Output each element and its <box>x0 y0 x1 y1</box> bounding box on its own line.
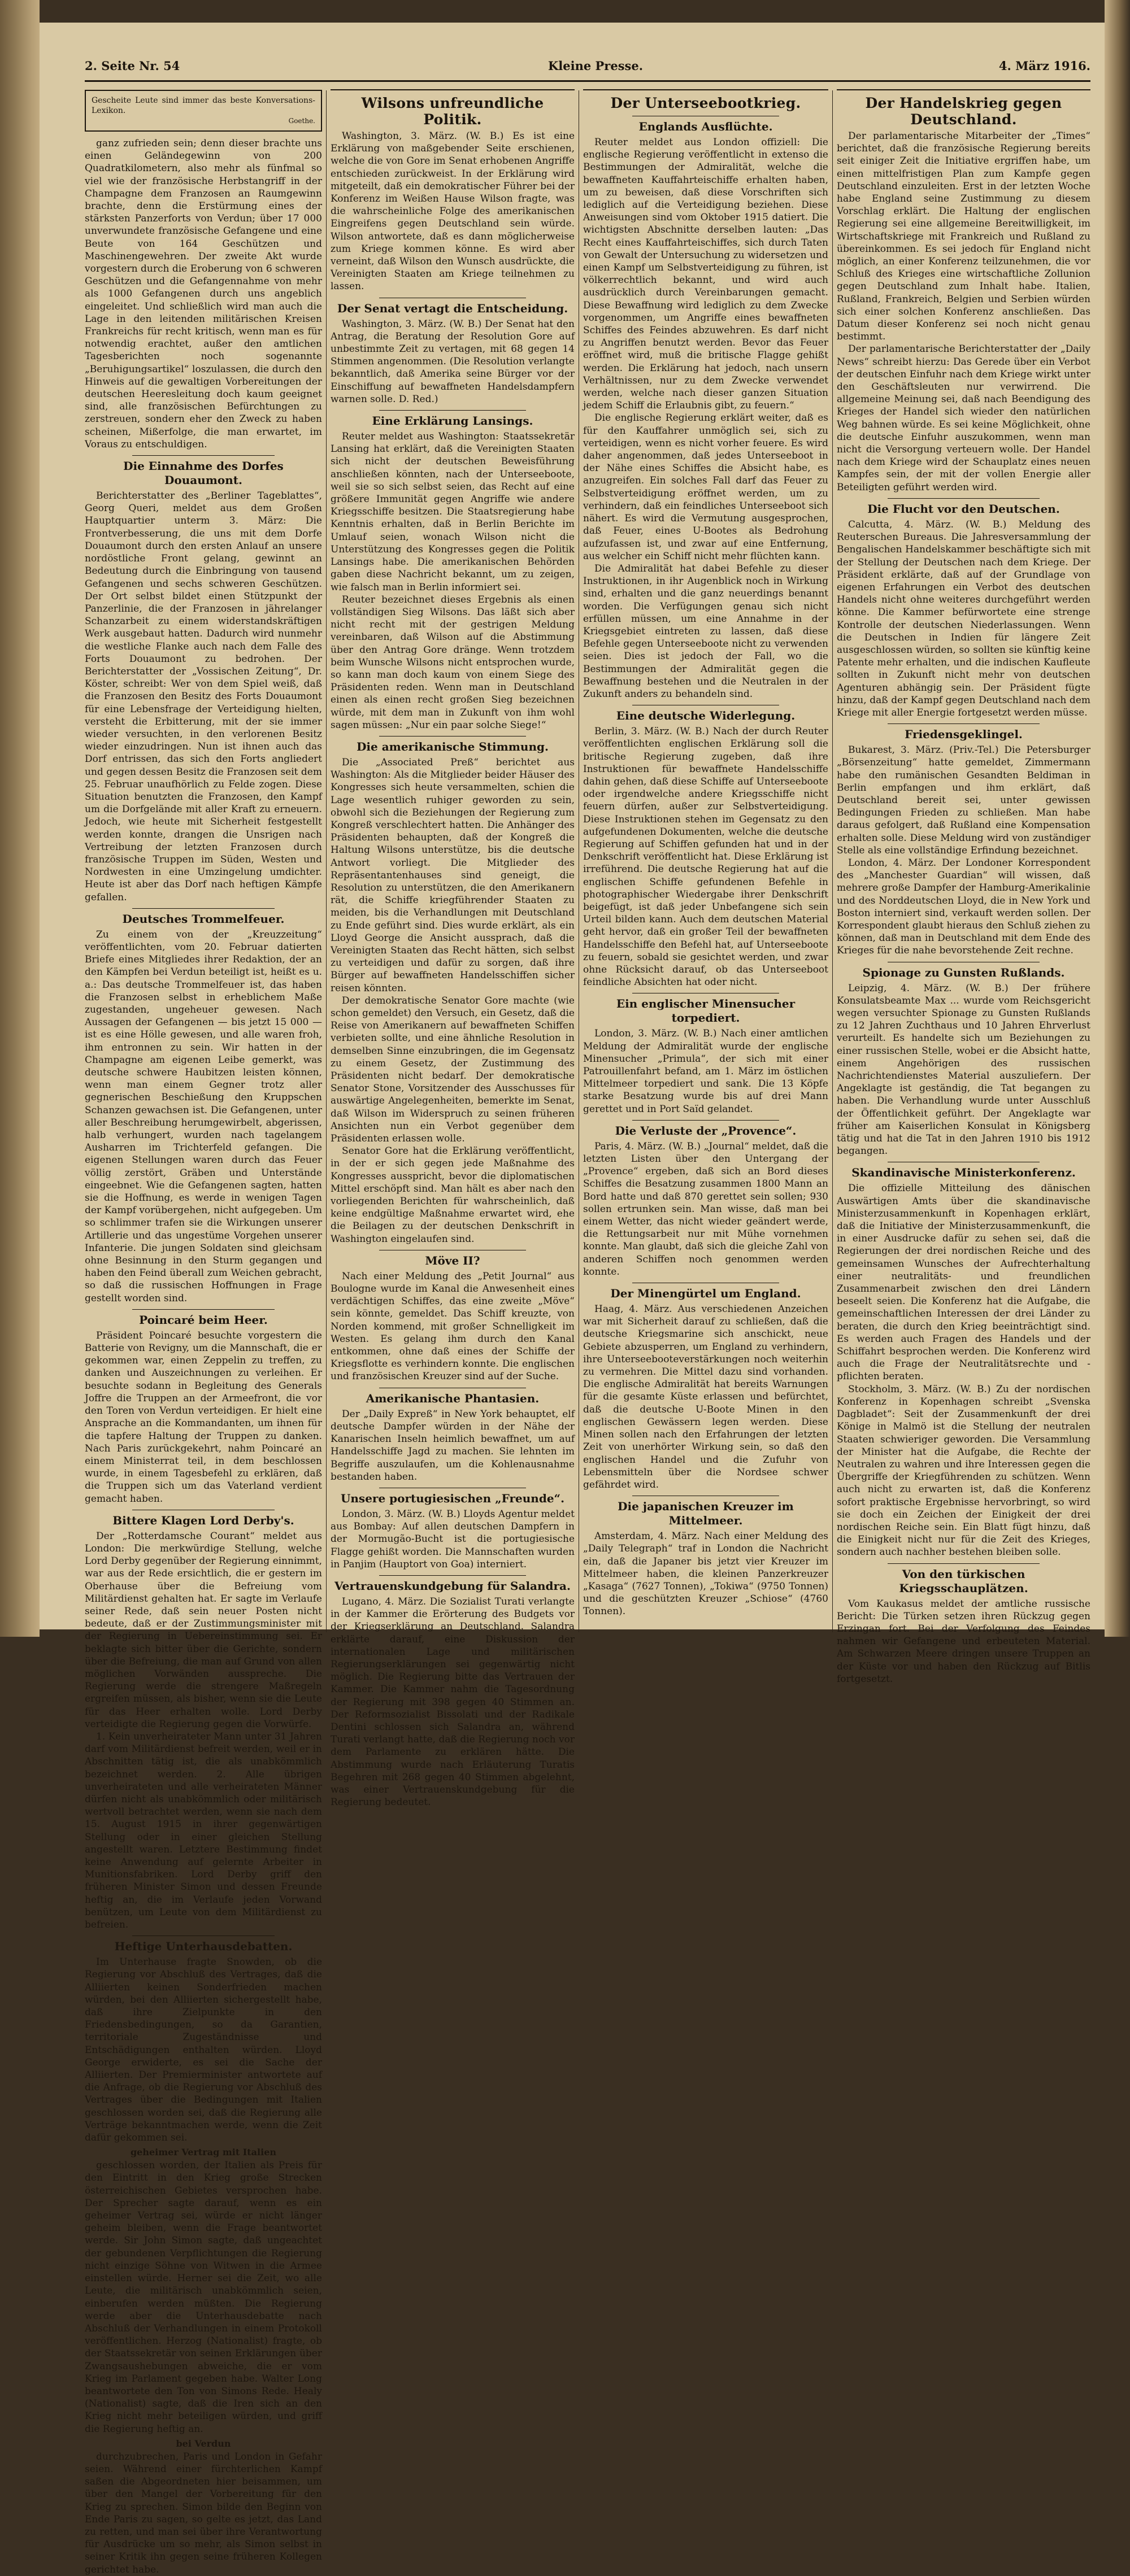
article-headline: Bittere Klagen Lord Derby's. <box>112 1513 294 1527</box>
section-rule <box>888 498 1040 499</box>
article-paragraph: Berichterstatter des „Berliner Tageblattes“, Georg Queri, meldet aus dem Großen Hauptquartier unterm 3. März: Die Frontverbesserung, die uns mit dem Dorfe Douaumont durch den ersten Anlauf an unsere nordöstliche Front gelang, gewinnt an Bedeutung durch die Einbringung von tausend Gefangenen und sechs schweren Geschützen. Der Ort selbst bildet einen Stützpunkt der Panzerlinie, die der Franzosen in jährelanger Schanzarbeit zu einem widerstandskräftigen Werk ausgebaut hatten. Dadurch wird nunmehr die westliche Flanke auch nach dem Falle des Forts Douaumont zu bedrohen. Der Berichterstatter der „Vossischen Zeitung“, Dr. Köster, schreibt: Wer von dem Spiel weiß, daß die Franzosen den Besitz des Forts Douaumont für eine Lebensfrage der Verteidigung hielten, versteht die Erbitterung, mit der sie immer wieder versuchten, in den verlorenen Besitz wieder einzudringen. Nun ist ihnen auch das Dorf entrissen, das sich den Forts angliedert und gegen dessen Besitz die Franzosen seit dem 25. Februar unaufhörlich zu Felde zogen. Diese Situation benutzten die Franzosen, den Kampf um die Dorfgelände mit aller Kraft zu erneuern. Jedoch, wie heute mit Sicherheit festgestellt werden konnte, drangen die Unsrigen nach Vertreibung der letzten Franzosen durch französische Truppen im Süden, Westen und Nordwesten in eine Umzingelung umdichter. Heute ist aber das Dorf nach heftigen Kämpfe gefallen. <box>85 490 322 903</box>
article <box>583 993 828 1115</box>
article-headline: Unsere portugiesischen „Freunde“. <box>340 1491 565 1505</box>
page-header <box>85 55 1090 80</box>
column-separator <box>326 90 327 1632</box>
article <box>583 116 828 700</box>
article <box>331 1250 575 1383</box>
article <box>331 736 575 1245</box>
book-spine <box>0 0 40 1637</box>
article-headline: Ein englischer Minensucher torpediert. <box>616 997 796 1025</box>
article-headline: Der Minengürtel um England. <box>610 1287 801 1301</box>
article-headline: Die japanischen Kreuzer im Mittelmeer. <box>618 1500 794 1528</box>
quote-author: Goethe. <box>288 117 315 125</box>
article-headline: Amerikanische Phantasien. <box>366 1391 540 1405</box>
page-number: 2. Seite Nr. 54 <box>85 59 180 73</box>
article-paragraph: Zu einem von der „Kreuzzeitung“ veröffentlichten, vom 20. Februar datierten Briefe eines Mitgliedes ihrer Redaktion, der an den Kämpfen bei Verdun beteiligt ist, heißt es u. a.: Das deutsche Trommelfeuer ist, das haben die Franzosen selbst in erheblichem Maße zugestanden, ungeheuer gewesen. Nach Aussagen der Gefangenen — bis jetzt 15 000 — ist es eine Hölle gewesen, und alle waren froh, ihm entronnen zu sein. Wir hatten in der Champagne am eigenen Leibe gemerkt, was deutsche schwere Haubitzen leisten können, wenn man einem Gegner trotz aller gegnerischen Beschießung den Kruppschen Schanzen gewachsen ist. Die Gefangenen, unter aller Beschreibung herumgewirbelt, abgerissen, halb verhungert, wurden nach tagelangem Ausharren im Trichterfeld gefangen. Die eigenen Stellungen waren durch das Feuer völlig zerstört, Gräben und Unterstände eingeebnet. Wie die Gefangenen sagten, hatten sie die Hoffnung, es werde in wenigen Tagen der Kampf vorübergehen, nicht aufgegeben. Um so schlimmer trafen sie die Wirkungen unserer Artillerie und das ungestüme Vorgehen unserer Infanterie. Die jungen Soldaten sind gleichsam ohne Besinnung in den Sturm gegangen und haben den Feind überall zum Weichen gebracht, so daß die russischen Hoffnungen in Frage gestellt worden sind. <box>85 929 322 1304</box>
subheading: geheimer Vertrag mit Italien <box>130 2147 277 2158</box>
article-paragraph: Im Unterhause fragte Snowden, ob die Regierung vor Abschluß des Vertrages, daß die Alliierten keinen Sonderfrieden machen würden, bei den Alliierten sichergestellt habe, daß ihre Zielpunkte in den Friedensbedingungen, so da Garantien, territoriale Zugeständnisse und Entschädigungen enthalten würden. Lloyd George erwiderte, es sei die Sache der Alliierten. Der Premierminister antwortete auf die Anfrage, ob die Regierung vor Abschluß des Vertrages über die Bedingungen mit Italien geschlossen worden sei, daß die Regierung alle Verträge bekanntmachen werde, wenn die Zeit dafür gekommen sei. <box>85 1956 322 2144</box>
quote-text: Gescheite Leute sind immer das beste Konversations-Lexikon. <box>92 96 315 115</box>
article <box>583 89 828 111</box>
article-paragraph: Der parlamentarische Berichterstatter der „Daily News“ schreibt hierzu: Das Gerede über ein Verbot der deutschen Einfuhr nach dem Kriege wirkt unter den Geschäftsleuten nur verwirrend. Die allgemeine Meinung sei, daß nach Beendigung des Krieges der Handel sich wieder den natürlichen Weg bahnen würde. Es sei keine Möglichkeit, ohne die deutsche Einfuhr auszukommen, wenn man nicht die Versorgung verteuern wolle. Der Handel nach dem Kriege wird der Schauplatz eines neuen Kampfes sein, der mit der vollen Energie aller Beteiligten geführt werden wird. <box>837 343 1090 493</box>
article <box>85 1510 322 1932</box>
article-headline: Die Flucht vor den Deutschen. <box>867 502 1060 516</box>
article-headline: Der Handelskrieg gegen Deutschland. <box>865 95 1062 128</box>
article-paragraph: London, 3. März. (W. B.) Nach einer amtlichen Meldung der Admiralität wurde der englische Minensucher „Primula“, der sich mit einer Patrouillenfahrt befand, am 1. März im östlichen Mittelmeer torpediert und sank. Die 13 Köpfe starke Besatzung wurde bis auf drei Mann gerettet und in Port Saïd gelandet. <box>583 1028 828 1115</box>
article-paragraph: Präsident Poincaré besuchte vorgestern die Batterie von Revigny, um die Mannschaft, die er gekommen war, einen Zeppelin zu treffen, zu danken und Auszeichnungen zu verleihen. Er besuchte sodann in Begleitung des Generals Joffre die Truppen an der Armeefront, die vor den Toren von Verdun verteidigen. Er hielt eine Ansprache an die Kommandanten, um ihnen für die tapfere Haltung der Truppen zu danken. Nach Paris zurückgekehrt, nahm Poincaré an einem Ministerrat teil, in dem beschlossen wurde, in einem Tagesbefehl zu erklären, daß die Truppen sich um das Vaterland verdient gemacht haben. <box>85 1330 322 1505</box>
article-paragraph: Die „Associated Preß“ berichtet aus Washington: Als die Mitglieder beider Häuser des Kongresses sich heute versammelten, schien die Lage wesentlich ruhiger geworden zu sein, obwohl sich die Beziehungen der Regierung zum Kongreß verschlechtert hatten. Die Anhänger des Präsidenten behaupten, daß der Kongreß die Haltung Wilsons unterstütze, bis die deutsche Antwort vorliegt. Die Mitglieder des Repräsentantenhauses sind geneigt, die Resolution zu unterstützen, die den Amerikanern rät, die Schiffe kriegführender Staaten zu meiden, bis die Verhandlungen mit Deutschland zu Ende geführt sind. Dies wurde erklärt, als ein Lloyd George die Ansicht aussprach, daß die Vereinigten Staaten das Recht hätten, sich selbst zu verteidigen und dafür zu sorgen, daß ihre Bürger auf bewaffneten Handelsschiffen sicher reisen könnten. <box>331 756 575 994</box>
article-paragraph: Der demokratische Senator Gore machte (wie schon gemeldet) den Versuch, ein Gesetz, daß die Reise von Amerikanern auf bewaffneten Schiffen verbieten sollte, und eine ähnliche Resolution in demselben Sinne einzubringen, die im Gegensatz zu einem Gesetz, der Zustimmung des Präsidenten nicht bedarf. Der demokratische Senator Stone, Vorsitzender des Ausschusses für auswärtige Angelegenheiten, bemerkte im Senat, daß Wilson im Widerspruch zu seinen früheren Ansichten nun ein Verbot gegenüber dem Präsidenten erlassen wolle. <box>331 995 575 1145</box>
article <box>85 908 322 1305</box>
article <box>837 89 1090 494</box>
article-headline: Möve II? <box>425 1253 480 1267</box>
article-paragraph: Stockholm, 3. März. (W. B.) Zu der nordischen Konferenz in Kopenhagen schreibt „Svenska Dagbladet“: Seit der Zusammenkunft der drei Könige in Malmö ist die Stellung der neutralen Staaten schwieriger geworden. Die Versammlung der Minister hat die Aufgabe, die Rechte der Neutralen zu wahren und ihre Interessen gegen die Übergriffe der Kriegführenden zu schützen. Wenn auch nicht zu erwarten ist, daß die Konferenz sofort praktische Ergebnisse hervorbringt, so wird sie doch ein Zeichen der Einigkeit der drei nordischen Reiche sein. Ein Blatt fügt hinzu, daß die Einigkeit nicht nur für die Zeit des Krieges, sondern auch nachher bestehen bleiben solle. <box>837 1383 1090 1558</box>
article-headline: Eine deutsche Widerlegung. <box>616 709 796 723</box>
article-paragraph: Reuter bezeichnet dieses Ergebnis als einen vollständigen Sieg Wilsons. Das läßt sich aber nicht recht mit der gestrigen Meldung vereinbaren, daß Wilson auf die Abstimmung über den Antrag Gore dränge. Wenn trotzdem beim Wunsche Wilsons nicht entsprochen wurde, so kann man doch kaum von einem Siege des Präsidenten reden. Wenn man in Deutschland einen als einen recht großen Sieg bezeichnen würde, mit dem man in Zukunft von ihm wohl sagen müssen: „Nur ein paar solche Siege!“ <box>331 594 575 731</box>
article-paragraph: London, 4. März. Der Londoner Korrespondent des „Manchester Guardian“ will wissen, daß mehrere große Dampfer der Hamburg-Amerikalinie und des Norddeutschen Lloyd, die in New York und Boston interniert sind, verkauft werden sollen. Der Korrespondent glaubt hieraus den Schluß ziehen zu können, daß man in Deutschland mit dem Ende des Krieges für die nahe bevorstehende Zeit rechne. <box>837 857 1090 957</box>
article-paragraph: geschlossen worden, der Italien als Preis für den Eintritt in den Krieg große Strecken österreichischen Gebietes versprochen habe. Der Sprecher sagte darauf, wenn es ein geheimer Vertrag sei, würde er nicht länger geheim bleiben, wenn die Frage beantwortet werde. Sir John Simon sagte, daß ungeachtet der gebundenen Verpflichtungen die Regierung nicht einzige Söhne von Witwen in die Armee einstellen würde. Herner sei die Zeit, wo alle Leute, die militärisch unabkömmlich seien, einberufen werden müßten. Die Regierung werde aber die Unterhausdebatte nach Abschluß der Verhandlungen in einem Protokoll veröffentlichen. Herzog (Nationalist) fragte, ob der Staatssekretär von seinen Erklärungen über Zwangsaushebungen abweiche, die er vom Krieg im Parlament gegeben habe. Walter Long beantwortete den Ton von Simons Rede. Healy (Nationalist) sagte, daß die Iren sich an den Krieg nicht mehr beteiligen würden, und griff die Regierung heftig an. <box>85 2160 322 2435</box>
quote-box <box>85 90 322 132</box>
article-paragraph: Washington, 3. März. (W. B.) Der Senat hat den Antrag, die Beratung der Resolution Gore auf unbestimmte Zeit zu vertagen, mit 68 gegen 14 Stimmen angenommen. (Die Resolution verlangte bekanntlich, daß Amerika seine Bürger vor der Einschiffung auf bewaffneten Handelsdampfern warnen solle. D. Red.) <box>331 318 575 405</box>
subheading: bei Verdun <box>176 2438 231 2449</box>
article <box>837 1563 1090 1685</box>
article <box>331 1575 575 1808</box>
newspaper-page <box>40 23 1105 2575</box>
article <box>583 1496 828 1618</box>
page-edge <box>1105 0 1130 1637</box>
article <box>583 705 828 988</box>
article <box>331 410 575 731</box>
article-headline: Deutsches Trommelfeuer. <box>122 912 285 926</box>
article-headline: Friedensgeklingel. <box>905 727 1023 742</box>
article <box>331 89 575 293</box>
article-headline: Die Verluste der „Provence“. <box>615 1123 797 1137</box>
article-headline: Die Einnahme des Dorfes Douaumont. <box>123 459 284 487</box>
article <box>85 455 322 904</box>
article <box>331 298 575 406</box>
article <box>331 1388 575 1483</box>
article-headline: Wilsons unfreundliche Politik. <box>361 95 544 128</box>
article <box>837 962 1090 1158</box>
article-paragraph: Die Admiralität hat dabei Befehle zu dieser Instruktionen, in ihr Augenblick noch in Wirkung sind, erhalten und die ganz neuerdings benannt worden. Die Verfügungen genau sich nicht erfüllen müssen, um eine Annahme in der Kriegsgebiet eintreten zu lassen, daß diese Befehle gegen Unterseeboote nicht zu verwenden seien. Dies ist jedoch der Fall, wo die Bestimmungen der Admiralität gegen die Bewaffnung bestehen und die Neutralen in der Zukunft anders zu behandeln sind. <box>583 563 828 700</box>
column-3 <box>583 88 828 1635</box>
article-paragraph: 1. Kein unverheirateter Mann unter 31 Jahren darf vom Militärdienst befreit werden, weil er in Abschnitten tätig ist, die als unabkömmlich bezeichnet werden. 2. Alle übrigen unverheirateten und alle verheirateten Männer dürfen nicht als unabkömmlich oder militärisch wertvoll betrachtet werden, wenn sie nach dem 15. August 1915 in ihrer gegenwärtigen Stellung oder in einer gleichen Stellung angestellt waren. Letztere Bestimmung findet keine Anwendung auf gelernte Arbeiter in Munitionsfabriken. Lord Derby griff den früheren Minister Simon und dessen Freunde heftig an, die im Verlaufe jeden Vorwand benützen, um Leute von dem Militärdienst zu befreien. <box>85 1731 322 1931</box>
article <box>85 137 322 451</box>
article <box>837 723 1090 957</box>
section-rule <box>632 1120 779 1121</box>
section-rule <box>379 1575 525 1576</box>
newspaper-title: Kleine Presse. <box>548 59 644 73</box>
article <box>837 1162 1090 1558</box>
article-headline: Die amerikanische Stimmung. <box>357 739 549 753</box>
article-paragraph: Der parlamentarische Mitarbeiter der „Times“ berichtet, daß die französische Regierung bereits seit einiger Zeit die Initiative ergriffen habe, um einen mittelfristigen Plan zum Kampfe gegen Deutschland einzuleiten. Erst in der letzten Woche habe England seine Zustimmung zu diesem Vorschlag erklärt. Die Haltung der englischen Regierung sei eine allgemeine Bereitwilligkeit, im Wirtschaftskriege mit Frankreich und Rußland zu übereinkommen. Es sei jedoch für England nicht möglich, an einer Konferenz teilzunehmen, die vor Schluß des Krieges eine wirtschaftliche Zollunion gegen Deutschland zum Inhalt habe. Italien, Rußland, Frankreich, Belgien und Serbien würden sich einer solchen Konferenz anschließen. Das Datum dieser Konferenz sei noch nicht genau bestimmt. <box>837 130 1090 343</box>
article-paragraph: Bukarest, 3. März. (Priv.-Tel.) Die Petersburger „Börsenzeitung“ hatte gemeldet, Zimmermann habe den rumänischen Gesandten Beldiman in Berlin empfangen und ihm erklärt, daß Deutschland bereit sei, unter gewissen Bedingungen Frieden zu schließen. Man habe daraus gefolgert, daß Rußland eine Kompensation erhalten solle. Diese Meldung wird von zuständiger Stelle als eine vollständige Erfindung bezeichnet. <box>837 744 1090 856</box>
article-paragraph: Reuter meldet aus London offiziell: Die englische Regierung veröffentlicht in extenso die Bestimmungen der Admiralität, welche die bewaffneten Kauffahrteischiffe erhalten haben, um zu beweisen, daß diese Vorschriften sich lediglich auf die Verteidigung beziehen. Diese Anweisungen sind vom Oktober 1915 datiert. Die wichtigsten Abschnitte derselben lauten: „Das Recht eines Kauffahrteischiffes, sich durch Taten von Gewalt der Untersuchung zu widersetzen und einen Kampf um Selbstverteidigung zu führen, ist völkerrechtlich bekannt, und wird auch ausdrücklich durch Vereinbarungen gemacht. Diese Bewaffnung wird lediglich zu dem Zwecke vorgenommen, um Angriffe eines bewaffneten Schiffes des Feindes abzuwehren. Es darf nicht zu Angriffen benutzt werden. Bevor das Feuer eröffnet wird, muß die britische Flagge gehißt werden. Die Erklärung hat jedoch, nach unsern Verhältnissen, nur zu dem Zwecke verwendet werden, welche nach dieser ganzen Situation jedem Schiff die Erlaubnis gibt, zu feuern.“ <box>583 137 828 412</box>
article-headline: Englands Ausflüchte. <box>638 120 773 133</box>
article-headline: Spionage zu Gunsten Rußlands. <box>862 965 1065 979</box>
section-rule <box>132 908 275 909</box>
column-separator <box>832 90 833 1632</box>
article-headline: Von den türkischen Kriegsschauplätzen. <box>899 1567 1028 1595</box>
article-paragraph: Vom Kaukasus meldet der amtliche russische Bericht: Die Türken setzen ihren Rückzug gegen Erzingan fort. Bei der Verfolgung des Feindes nahmen wir Gefangene und erbeuteten Material. Am Schwarzen Meere dringen unsere Truppen an der Küste vor und haben den Rückzug auf Bitlis fortgesetzt. <box>837 1598 1090 1685</box>
section-rule <box>379 410 525 411</box>
article-paragraph: Berlin, 3. März. (W. B.) Nach der durch Reuter veröffentlichten englischen Erklärung soll die britische Regierung zugeben, daß ihre Instruktionen für bewaffnete Handelsschiffe dahin gehen, daß diese Schiffe auf Unterseeboote oder irgendwelche andere Kriegsschiffe nicht feuern dürfen, außer zur Selbstverteidigung. Diese Instruktionen stehen im Gegensatz zu den aufgefundenen Dokumenten, welche die deutsche Regierung auf Schiffen gefunden hat und in der Denkschrift veröffentlicht hat. Diese Erklärung ist irreführend. Die deutsche Regierung hat auf die englischen Schiffe gefundenen Befehle in photographischer Wiedergabe ihrer Denkschrift beigefügt, ist daß jeder Unbefangene sich sein Urteil bilden kann. Auch dem deutschen Material geht hervor, daß ein großer Teil der bewaffneten Handelsschiffe den Befehl hat, auf Unterseeboote zu feuern, sobald sie gesichtet werden, und zwar ohne Rücksicht darauf, ob das Unterseeboot feindliche Absichten hat oder nicht. <box>583 726 828 988</box>
article-paragraph: Leipzig, 4. März. (W. B.) Der frühere Konsulatsbeamte Max ... wurde vom Reichsgericht wegen versuchter Spionage zu Gunsten Rußlands zu 12 Jahren Zuchthaus und 10 Jahren Ehrverlust verurteilt. Es handelte sich um Beziehungen zu einer russischen Stelle, wobei er die Absicht hatte, einem Angehörigen des russischen Nachrichtendienstes Material auszuliefern. Der Angeklagte ist geständig, die Tat begangen zu haben. Die Verhandlung wurde unter Ausschluß der Öffentlichkeit geführt. Der Angeklagte war früher am Kaiserlichen Konsulat in Königsberg tätig und hat die Tat in den Jahren 1910 bis 1912 begangen. <box>837 982 1090 1157</box>
article-paragraph: ganz zufrieden sein; denn dieser brachte uns einen Geländegewinn von 200 Quadratkilometern, also mehr als fünfmal so viel wie der französische Herbstangriff in der Champagne dem Franzosen an Raumgewinn brachte, denn die Erstürmung eines der stärksten Panzerforts von Verdun; über 17 000 unverwundete französische Gefangene und eine Beute von 164 Geschützen und Maschinengewehren. Der zweite Akt wurde vorgestern durch die Eroberung von 6 schweren Geschützen und die Gefangennahme von mehr als 1000 Gefangenen durch uns angeblich eingeleitet. Und schließlich wird man auch die Lage in den leitenden militärischen Kreisen Frankreichs für recht kritisch, wenn man es für notwendig erachtet, außer den amtlichen Tagesberichten noch sogenannte „Beruhigungsartikel“ loszulassen, die durch den Hinweis auf die gewaltigen Vorbereitungen der deutschen Heeresleitung doch kaum geeignet sind, alle französischen Befürchtungen zu zerstreuen, sondern eher den Zweck zu haben scheinen, Mißerfolge, die man erwartet, im Voraus zu entschuldigen. <box>85 138 322 450</box>
article <box>85 1936 322 2576</box>
article-paragraph: Nach einer Meldung des „Petit Journal“ aus Boulogne wurde im Kanal die Anwesenheit eines verdächtigen Schiffes, das eine zweite „Möve“ sein könnte, gemeldet. Das Schiff kreuzte, von Norden kommend, mit großer Schnelligkeit im Westen. Es gelang ihm durch den Kanal entkommen, ohne daß eines der Schiffe der Kriegsflotte es verhindern konnte. Die englischen und französischen Kreuzer sind auf der Suche. <box>331 1270 575 1383</box>
issue-date: 4. März 1916. <box>998 59 1090 73</box>
article-headline: Poincaré beim Heer. <box>139 1313 268 1327</box>
article-paragraph: Der „Daily Expreß“ in New York behauptet, elf deutsche Dampfer würden in der Nähe der Kanarischen Inseln heimlich bewaffnet, um auf Handelsschiffe Jagd zu machen. Sie lehnten im Begriffe auszulaufen, um die Kohlenausnahme bestanden haben. <box>331 1408 575 1483</box>
section-rule <box>583 89 828 90</box>
article-headline: Vertrauenskundgebung für Salandra. <box>334 1579 571 1593</box>
article-paragraph: Reuter meldet aus Washington: Staatssekretär Lansing hat erklärt, daß die Vereinigten Staaten sich nicht der deutschen Beweisführung anschließen könnten, nach der Unterseeboote, weil sie so sich selbst seien, das Recht auf eine größere Immunität gegen Angriffe wie andere Kriegsschiffe besitzen. Die Staatsregierung habe Kenntnis erhalten, daß in Berlin Berichte im Umlauf seien, wonach Wilson nicht die Unterstützung des Kongresses gegen die Politik Lansings habe. Die amerikanischen Behörden gaben diese Nachricht bekannt, um zu zeigen, wie falsch man in Berlin informiert sei. <box>331 431 575 593</box>
section-rule <box>132 1309 275 1310</box>
article-paragraph: Paris, 4. März. (W. B.) „Journal“ meldet, daß die letzten Listen über den Untergang der „Provence“ ergeben, daß sich an Bord dieses Schiffes die Besatzung zusammen 1800 Mann an Bord hatte und daß 870 gerettet sein sollen; 930 sollen ertrunken sein. Man wisse, daß man bei einem Wetter, das nicht wieder geändert werde, die Rettungsarbeit nur mit Mühe vornehmen konnte. Man glaubt, daß sich die gleiche Zahl von anderen Schiffen noch genommen werden konnte. <box>583 1140 828 1278</box>
article <box>85 1309 322 1505</box>
article-headline: Skandinavische Ministerkonferenz. <box>851 1166 1076 1180</box>
article-headline: Eine Erklärung Lansings. <box>372 414 533 428</box>
article-paragraph: Calcutta, 4. März. (W. B.) Meldung des Reuterschen Bureaus. Die Jahresversammlung der Bengalischen Handelskammer beschäftigte sich mit der Stellung der Deutschen nach dem Kriege. Der Präsident erklärte, daß auf der Grundlage von eigenen Erfahrungen ein Verbot des deutschen Handels nicht ohne weiteres durchgeführt werden könne. Die Kammer befürwortete eine strenge Kontrolle der deutschen Niederlassungen. Wenn die Deutschen in Indien für längere Zeit ausgeschlossen würden, so sollten sie künftig keine Patente mehr erhalten, und die indischen Kaufleute sollten in Zukunft nicht mehr von deutschen Agenturen abhängig sein. Der Präsident fügte hinzu, daß der Kampf gegen Deutschland nach dem Kriege mit aller Energie fortgesetzt werden müsse. <box>837 518 1090 718</box>
article-headline: Heftige Unterhausdebatten. <box>114 1939 293 1954</box>
article-paragraph: London, 3. März. (W. B.) Lloyds Agentur meldet aus Bombay: Auf allen deutschen Dampfern in der Mormugão-Bucht ist die portugiesische Flagge gehißt worden. Die Mannschaften wurden in Panjim (Hauptort von Goa) interniert. <box>331 1508 575 1570</box>
section-rule <box>331 89 575 90</box>
header-rule <box>85 80 1090 82</box>
article-paragraph: Lugano, 4. März. Die Sozialist Turati verlangte in der Kammer die Erörterung des Budgets vor der Kriegserklärung an Deutschland. Salandra erklärte darauf, eine Diskussion der internationalen Lage und militärischen Regierungserklärungen sei gegenwärtig nicht möglich. Die Regierung bitte das Vertrauen der Kammer. Die Kammer nahm die Tagesordnung der Regierung mit 398 gegen 40 Stimmen an. Der Reformsozialist Bissolati und der Radikale Dentini schlossen sich Salandra an, während Turati verlangt hatte, daß die Regierung noch vor dem Parlamente zu erklären hätte. Die Abstimmung wurde nach Erläuterung Turatis Begehren mit 268 gegen 40 Stimmen abgelehnt, was einer Vertrauenskundgebung für die Regierung bedeutet. <box>331 1596 575 1808</box>
article-paragraph: Die offizielle Mitteilung des dänischen Auswärtigen Amts über die skandinavische Ministerzusammenkunft in Kopenhagen erklärt, daß die Initiative der Ministerzusammenkunft, die in einer Ausdrucke dafür zu sehen sei, daß die Regierungen der drei nordischen Reiche und des gemeinsamen Wunsches der Aufrechterhaltung einer neutralitäts- und freundlichen Zusammenarbeit zwischen den drei Ländern beseelt seien. Die Konferenz hat die Aufgabe, die gemeinschaftlichen Interessen der drei Länder zu beraten, die durch den Krieg beeinträchtigt sind. Es werden auch Fragen des Handels und der Schiffahrt besprochen werden. Die Konferenz wird auch die Frage der Neutralitätsrechte und -pflichten beraten. <box>837 1183 1090 1383</box>
article <box>837 498 1090 719</box>
article-paragraph: Washington, 3. März. (W. B.) Es ist eine Erklärung von maßgebender Seite erschienen, welche die von Gore im Senat erhobenen Angriffe entschieden zurückweist. In der Erklärung wird mitgeteilt, daß ein demokratischer Führer bei der Konferenz im Weißen Hause Wilson fragte, was die wahrscheinliche Folge des amerikanischen Eingreifens gegen Deutschland sein würde. Wilson antwortete, daß es dann möglicherweise zum Kriege kommen könne. Es wird aber verneint, daß Wilson den Wunsch ausdrückte, die Vereinigten Staaten am Kriege teilnehmen zu lassen. <box>331 130 575 293</box>
article-paragraph: Die englische Regierung erklärt weiter, daß es für den Kauffahrer unmöglich sei, sich zu verteidigen, wenn es nicht vorher feuere. Es wird daher angenommen, daß jedes Unterseeboot in der Nähe eines Schiffes die Absicht habe, es anzugreifen. Ein solches Fall darf das Feuer zu Selbstverteidigung eröffnet werden, um zu verhindern, daß ein feindliches Unterseeboot sich nähert. Es wird die Vermutung ausgesprochen, daß Feuer, eines U-Bootes als Bedrohung aufzufassen ist, und zwar auf eine Entfernung, aus welcher ein Schiff nicht mehr flüchten kann. <box>583 412 828 562</box>
article <box>583 1283 828 1491</box>
article-headline: Der Senat vertagt die Entscheidung. <box>337 301 568 315</box>
column-1 <box>85 88 322 2575</box>
article <box>583 1120 828 1278</box>
column-2 <box>331 88 575 1808</box>
article-headline: Der Unterseebootkrieg. <box>610 95 801 111</box>
article <box>331 1488 575 1571</box>
column-4 <box>837 88 1090 1685</box>
section-rule <box>888 723 1040 724</box>
article-paragraph: durchzubrechen, Paris und London in Gefahr seien. Während einer fürchterlichen Kampf saßen die Abgeordneten hier beisammen, um über den Mangel der Vorbereitung für den Krieg zu sprechen. Simon bilde den Beginn von Ende Paris zu sagen, so gelte es jetzt, das Land zu retten, und man sei über ihre Verantwortung für Ausdrücke um so mehr, als Simon selbst in seiner Kritik ihn gegen seine früheren Kollegen gerichtet habe. <box>85 2451 322 2575</box>
section-rule <box>888 1563 1040 1564</box>
section-rule <box>132 455 275 456</box>
article-paragraph: Der „Rotterdamsche Courant“ meldet aus London: Die merkwürdige Stellung, welche Lord Derby gegenüber der Regierung einnimmt, war aus der Rede ersichtlich, die er gestern im Oberhause über die Befreiung vom Militärdienst gehalten hat. Er sagte im Verlaufe seiner Rede, daß sein neuer Posten nicht bedeute, daß er der Zustimmungsminister mit der Regierung in Uebereinstimmung sei. Er beklagte sich bitter über die Gerichte, sondern über die Befreiung, die man auf Grund von allen möglichen Vorwänden ausspreche. Die Regierung werde die strengere Maßregeln ergreifen müssen, als bisher, wenn sie die Leute für das Heer erhalten wolle. Lord Derby verteidigte die Regierung gegen die Vorwürfe. <box>85 1530 322 1730</box>
article-paragraph: Haag, 4. März. Aus verschiedenen Anzeichen war mit Sicherheit darauf zu schließen, daß die deutsche Kriegsmarine sich anschickt, neue Gebiete abzusperren, um England zu verhindern, ihre Unterseebooteverstärkungen noch weiterhin zu vermehren. Die Mittel dazu sind vorhanden. Die englische Admiralität hat bereits Warnungen für die gesamte Küste erlassen und befürchtet, daß die deutsche U-Boote Minen in den englischen Gewässern legen werden. Diese Minen sollen nach den Erfahrungen der letzten Zeit von unerhörter Wirkung sein, so daß den englischen Handel und die Zufuhr von Lebensmitteln über die Nordsee schwer gefährdet wird. <box>583 1304 828 1490</box>
section-rule <box>837 89 1090 90</box>
article-paragraph: Amsterdam, 4. März. Nach einer Meldung des „Daily Telegraph“ traf in London die Nachricht ein, daß die Japaner bis jetzt vier Kreuzer im Mittelmeer haben, die kleinen Panzerkreuzer „Kasaga“ (7627 Tonnen), „Tokiwa“ (9750 Tonnen) und die geschützten Kreuzer „Schiose“ (4760 Tonnen). <box>583 1531 828 1618</box>
article-paragraph: Senator Gore hat die Erklärung veröffentlicht, in der er sich gegen jede Maßnahme des Kongresses ausspricht, bevor die diplomatischen Mittel erschöpft sind. Man hält es aber nach den vorliegenden Berichten für wahrscheinlich, daß keine endgültige Maßnahme erwartet wird, ehe die Beilagen zu der deutschen Denkschrift in Washington eingelaufen sind. <box>331 1145 575 1245</box>
